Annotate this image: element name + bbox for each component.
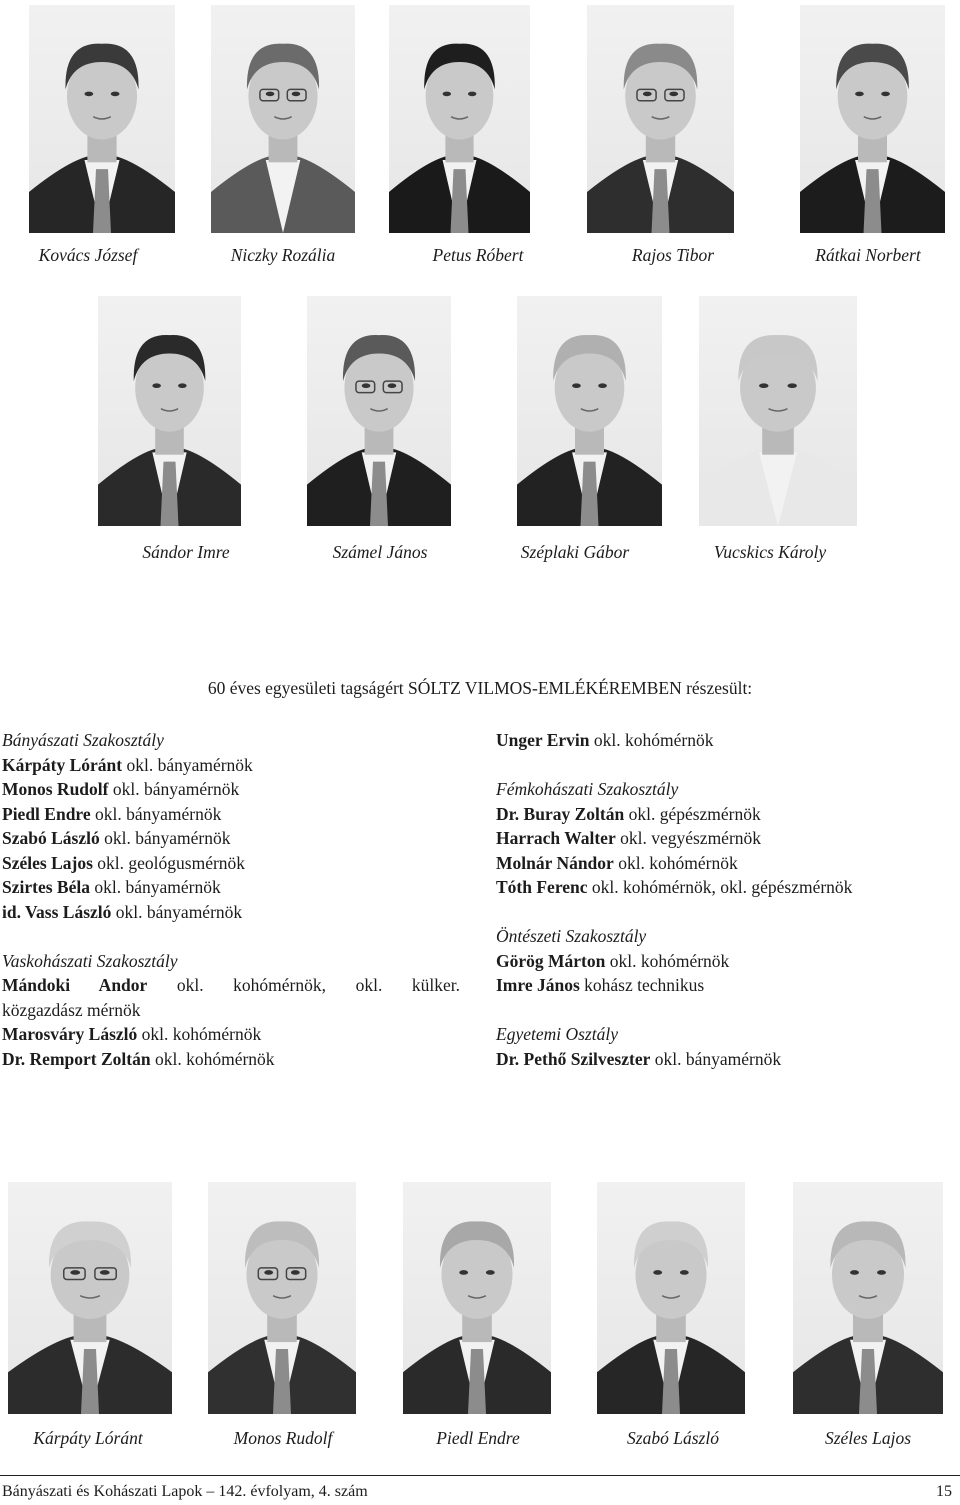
portrait-photo [403, 1182, 551, 1414]
member-line [496, 875, 936, 900]
portrait-photo [699, 296, 857, 526]
portrait-photo [211, 5, 355, 233]
portrait-photo [98, 296, 241, 526]
member-line [496, 851, 936, 876]
member-title: okl. kohómérnök [605, 950, 730, 971]
photo-caption: Kárpáty Lóránt [33, 1428, 143, 1448]
member-title: okl. kohómérnök [150, 1048, 275, 1069]
portrait-photo [208, 1182, 356, 1414]
member-name: id. Vass László [2, 901, 112, 922]
member-line [2, 875, 460, 900]
member-title: okl. bányamérnök [99, 828, 231, 848]
member-name: Szabó László [2, 828, 100, 848]
section-title: Egyetemi Osztály [496, 1024, 618, 1044]
portrait-icon [8, 1182, 172, 1414]
member-name: Kárpáty Lóránt [2, 754, 123, 775]
member-line [2, 753, 460, 778]
section-title: Vaskohászati Szakosztály [2, 950, 178, 971]
portrait-photo [793, 1182, 943, 1414]
member-name: Dr. Pethő Szilveszter [496, 1048, 651, 1069]
member-line [2, 802, 460, 827]
member-title: okl. bányamérnök [111, 901, 243, 922]
portrait-photo [8, 1182, 172, 1414]
member-title: okl. bányamérnök [89, 877, 221, 897]
photo-caption: Piedl Endre [436, 1428, 520, 1448]
photo-caption: Számel János [332, 542, 428, 562]
portrait-icon [98, 296, 241, 526]
portrait-icon [800, 5, 945, 233]
photo-caption: Széles Lajos [824, 1428, 912, 1448]
portrait-icon [211, 5, 355, 233]
section-title: Öntészeti Szakosztály [496, 926, 647, 946]
member-title: okl. kohómérnök, okl. külker. [147, 975, 460, 995]
member-name: Imre János [496, 975, 580, 995]
portrait-photo [517, 296, 662, 526]
member-name: Piedl Endre [2, 803, 91, 824]
member-name: Görög Márton [496, 950, 606, 971]
member-title: okl. kohómérnök [137, 1024, 262, 1044]
journal-title: Bányászati és Kohászati Lapok – 142. évfolyam, 4. szám [2, 1483, 368, 1500]
member-name: Harrach Walter [496, 828, 616, 848]
section-title: Fémkohászati Szakosztály [496, 779, 679, 799]
member-title: okl. kohómérnök [613, 852, 738, 873]
member-title: okl. bányamérnök [90, 803, 222, 824]
section-heading [0, 678, 960, 699]
section-title: Bányászati Szakosztály [2, 730, 164, 750]
member-title: kohász technikus [579, 975, 705, 995]
member-line [2, 1047, 460, 1072]
member-title: okl. gépészmérnök [624, 803, 761, 824]
portrait-photo [389, 5, 530, 233]
right-column [496, 728, 936, 1071]
member-line [2, 998, 460, 1023]
member-line [2, 1022, 460, 1047]
portrait-photo [800, 5, 945, 233]
member-title: okl. vegyészmérnök [615, 828, 762, 848]
page-number: 15 [936, 1483, 952, 1500]
portrait-icon [699, 296, 857, 526]
member-line [2, 826, 460, 851]
portrait-icon [208, 1182, 356, 1414]
portrait-icon [587, 5, 734, 233]
member-line [496, 1047, 936, 1072]
photo-caption: Monos Rudolf [233, 1428, 333, 1448]
photo-caption: Niczky Rozália [230, 245, 336, 265]
member-line [2, 777, 460, 802]
portrait-photo [307, 296, 451, 526]
photo-caption: Sándor Imre [142, 542, 230, 562]
member-title: közgazdász mérnök [2, 999, 141, 1020]
member-line [2, 851, 460, 876]
member-line [496, 973, 936, 998]
heading-text: 60 éves egyesületi tagságért SÓLTZ VILMOS-EMLÉKÉREMBEN részesült: [207, 678, 753, 698]
member-line [2, 900, 460, 925]
portrait-icon [307, 296, 451, 526]
portrait-icon [403, 1182, 551, 1414]
member-name: Marosváry László [2, 1024, 138, 1044]
photo-caption: Rajos Tibor [631, 245, 715, 265]
member-title: okl. kohómérnök [589, 730, 714, 750]
member-name: Széles Lajos [2, 852, 93, 873]
member-name: Unger Ervin [496, 730, 590, 750]
member-line [496, 826, 936, 851]
member-name: Dr. Buray Zoltán [496, 803, 625, 824]
member-name: Szirtes Béla [2, 877, 90, 897]
member-line [2, 973, 460, 998]
photo-caption: Rátkai Norbert [815, 245, 921, 265]
member-name: Tóth Ferenc [496, 877, 588, 897]
member-line [496, 728, 936, 753]
member-title: okl. bányamérnök [108, 779, 240, 799]
member-line [496, 802, 936, 827]
portrait-icon [389, 5, 530, 233]
member-name: Molnár Nándor [496, 852, 614, 873]
member-title: okl. bányamérnök [650, 1048, 782, 1069]
member-name: Dr. Remport Zoltán [2, 1048, 151, 1069]
footer-rule [0, 1475, 960, 1476]
member-title: okl. kohómérnök, okl. gépészmérnök [587, 877, 853, 897]
portrait-photo [29, 5, 175, 233]
member-name: Monos Rudolf [2, 779, 109, 799]
member-line [496, 949, 936, 974]
photo-caption: Szabó László [627, 1428, 719, 1448]
member-title: okl. bányamérnök [122, 754, 253, 775]
portrait-icon [29, 5, 175, 233]
member-name: Mándoki Andor [2, 975, 148, 995]
photo-caption: Kovács József [38, 245, 138, 265]
photo-caption: Petus Róbert [432, 245, 524, 265]
photo-caption: Vucskics Károly [713, 542, 827, 562]
portrait-icon [793, 1182, 943, 1414]
left-column [2, 728, 460, 1071]
portrait-icon [517, 296, 662, 526]
member-title: okl. geológusmérnök [92, 852, 246, 873]
portrait-photo [597, 1182, 745, 1414]
portrait-icon [597, 1182, 745, 1414]
photo-caption: Széplaki Gábor [520, 542, 630, 562]
portrait-photo [587, 5, 734, 233]
